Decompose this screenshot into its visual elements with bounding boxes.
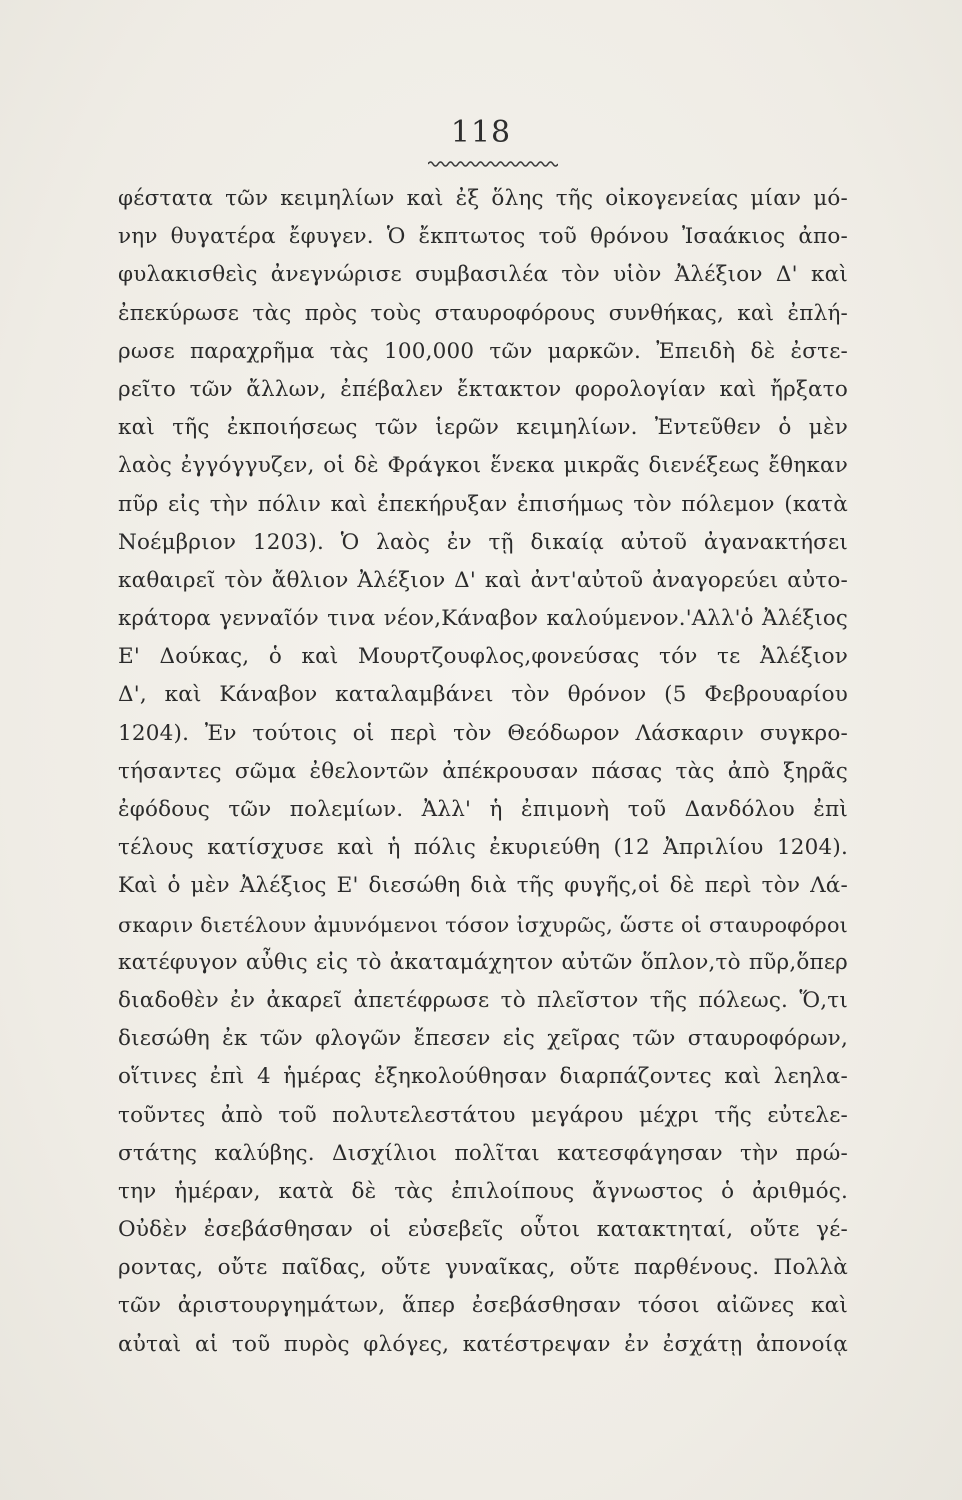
text-line: τοῦντες ἀπὸ τοῦ πολυτελεστάτου μεγάρου μέχρι τῆς εὐτελε- (118, 1102, 848, 1128)
text-line: φυλακισθεὶς ἀνεγνώρισε συμβασιλέα τὸν υἱὸν Ἀλέξιον Δ' καὶ (118, 262, 848, 288)
text-line: Καὶ ὁ μὲν Ἀλέξιος Ε' διεσώθη διὰ τῆς φυγῆς,οἱ δὲ περὶ τὸν Λά- (118, 873, 848, 899)
text-line: ρεῖτο τῶν ἄλλων, ἐπέβαλεν ἔκτακτον φορολογίαν καὶ ἤρξατο (118, 376, 848, 402)
text-line: ἐπεκύρωσε τὰς πρὸς τοὺς σταυροφόρους συνθήκας, καὶ ἐπλή- (118, 300, 848, 326)
text-line: 1204). Ἐν τούτοις οἱ περὶ τὸν Θεόδωρον Λάσκαριν συγκρο- (118, 720, 848, 746)
text-line: κράτορα γενναῖόν τινα νέον,Κάναβον καλούμενον.'Αλλ'ὁ Ἀλέξιος (118, 606, 848, 632)
text-line: ροντας, οὔτε παῖδας, οὔτε γυναῖκας, οὔτε παρθένους. Πολλὰ (118, 1255, 848, 1281)
text-line: καὶ τῆς ἐκποιήσεως τῶν ἱερῶν κειμηλίων. Ἐντεῦθεν ὁ μὲν (118, 415, 848, 441)
text-line: νην θυγατέρα ἔφυγεν. Ὁ ἔκπτωτος τοῦ θρόνου Ἰσαάκιος ἀπο- (118, 224, 848, 250)
text-line: Οὐδὲν ἐσεβάσθησαν οἱ εὐσεβεῖς οὗτοι κατακτηταί, οὔτε γέ- (118, 1217, 848, 1243)
text-line: καθαιρεῖ τὸν ἄθλιον Ἀλέξιον Δ' καὶ ἀντ'αὐτοῦ ἀναγορεύει αὐτο- (118, 567, 848, 593)
text-line: σκαριν διετέλουν ἀμυνόμενοι τόσον ἰσχυρῶς, ὥστε οἱ σταυροφόροι (118, 912, 848, 937)
text-line: κατέφυγον αὖθις εἰς τὸ ἀκαταμάχητον αὐτῶν ὅπλον,τὸ πῦρ,ὅπερ (118, 949, 848, 975)
text-line: ἐφόδους τῶν πολεμίων. Ἀλλ' ἡ ἐπιμονὴ τοῦ Δανδόλου ἐπὶ (118, 797, 848, 822)
body-text (118, 180, 848, 1364)
text-line: διεσώθη ἐκ τῶν φλογῶν ἔπεσεν εἰς χεῖρας τῶν σταυροφόρων, (118, 1026, 848, 1052)
text-line: ρωσε παραχρῆμα τὰς 100,000 τῶν μαρκῶν. Ἐπειδὴ δὲ ἐστε- (118, 338, 848, 364)
text-line: στάτης καλύβης. Δισχίλιοι πολῖται κατεσφάγησαν τὴν πρώ- (118, 1140, 848, 1166)
text-line: Νοέμβριον 1203). Ὁ λαὸς ἐν τῇ δικαίᾳ αὐτοῦ ἀγανακτήσει (118, 529, 848, 555)
text-line: πῦρ εἰς τὴν πόλιν καὶ ἐπεκήρυξαν ἐπισήμως τὸν πόλεμον (κατὰ (118, 491, 848, 517)
text-line: λαὸς ἐγγόγγυζεν, οἱ δὲ Φράγκοι ἕνεκα μικρᾶς διενέξεως ἔθηκαν (118, 453, 848, 479)
page-number: 118 (450, 115, 512, 150)
text-line: Δ', καὶ Κάναβον καταλαμβάνει τὸν θρόνον (5 Φεβρουαρίου (118, 682, 848, 708)
text-line: διαδοθὲν ἐν ἀκαρεῖ ἀπετέφρωσε τὸ πλεῖστον τῆς πόλεως. Ὅ,τι (118, 987, 848, 1013)
text-line: αὐταὶ αἱ τοῦ πυρὸς φλόγες, κατέστρεψαν ἐν ἐσχάτῃ ἀπονοίᾳ (118, 1331, 848, 1357)
text-line: Ε' Δούκας, ὁ καὶ Μουρτζουφλος,φονεύσας τόν τε Ἀλέξιον (118, 644, 848, 670)
text-line: την ἡμέραν, κατὰ δὲ τὰς ἐπιλοίπους ἄγνωστος ὁ ἀριθμός. (118, 1178, 848, 1204)
text-line: τήσαντες σῶμα ἐθελοντῶν ἀπέκρουσαν πάσας τὰς ἀπὸ ξηρᾶς (118, 758, 848, 784)
text-line: φέστατα τῶν κειμηλίων καὶ ἐξ ὅλης τῆς οἰκογενείας μίαν μό- (118, 186, 848, 211)
text-line: τῶν ἀριστουργημάτων, ἅπερ ἐσεβάσθησαν τόσοι αἰῶνες καὶ (118, 1293, 848, 1319)
text-line: οἵτινες ἐπὶ 4 ἡμέρας ἐξηκολούθησαν διαρπάζοντες καὶ λεηλα- (118, 1064, 848, 1090)
text-line: τέλους κατίσχυσε καὶ ἡ πόλις ἐκυριεύθη (12 Ἀπριλίου 1204). (118, 835, 848, 861)
wavy-rule-ornament (428, 160, 558, 168)
